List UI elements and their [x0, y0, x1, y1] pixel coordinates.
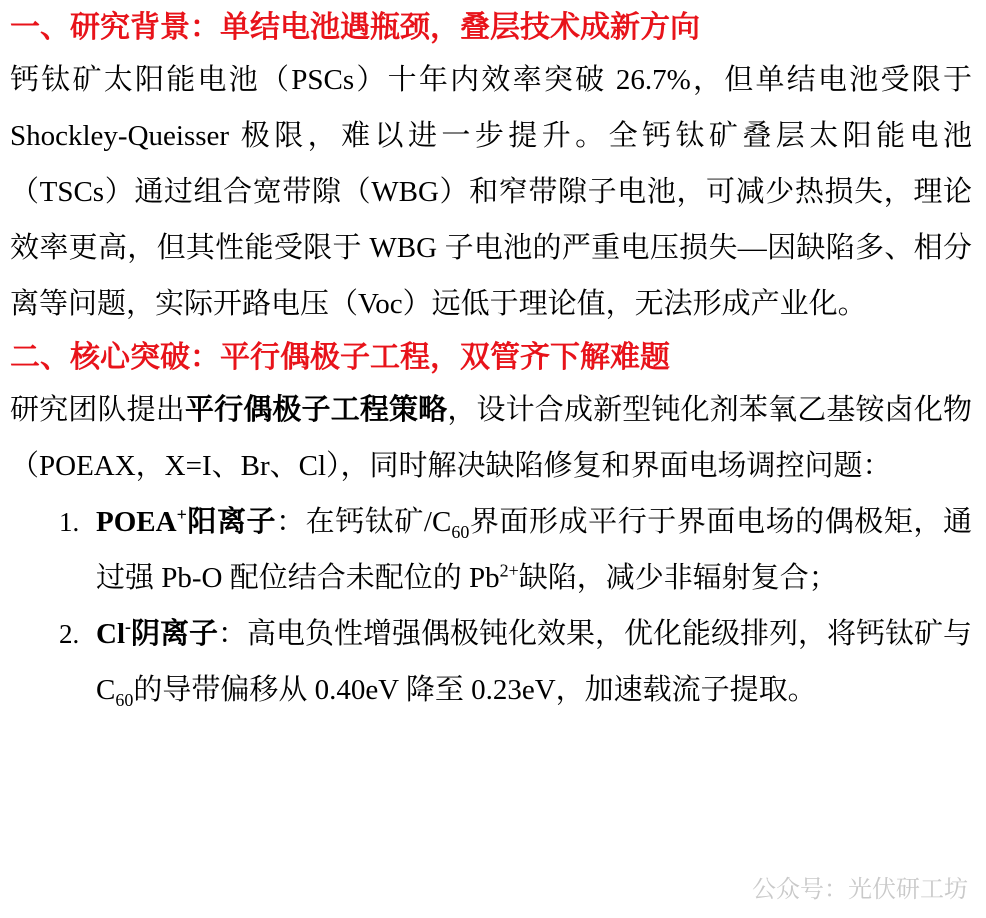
section-paragraph-1: 钙钛矿太阳能电池（PSCs）十年内效率突破 26.7%，但单结电池受限于 Shockley-Queisser 极限，难以进一步提升。全钙钛矿叠层太阳能电池（TSCs）通过组合宽带隙（WBG）和窄带隙子电池，可减少热损失，理论效率更高，但其性能受限于 WBG 子电池的严重电压损失—因缺陷多、相分离等问题，实际开路电压（Voc）远低于理论值，无法形成产业化。	[10, 64, 972, 320]
paragraph-2-part2: ，设计合成新型钝化剂苯氧乙基铵卤化物（POEAX，X=I、Br、Cl），同时解决缺陷修复和界面电场调控问题：	[10, 394, 972, 482]
mechanism-list	[10, 494, 972, 718]
list-item	[86, 494, 972, 606]
list-item	[86, 606, 972, 718]
list-item-2-term-superscript: -	[125, 616, 131, 637]
list-item-2-text-part2: 的导带偏移从 0.40eV 降至 0.23eV，加速载流子提取。	[133, 674, 817, 706]
paragraph-2-part1: 研究团队提出	[10, 394, 185, 426]
list-item-1-text-part3: 缺陷，减少非辐射复合；	[518, 562, 838, 594]
paragraph-2-bold: 平行偶极子工程策略	[184, 394, 448, 426]
list-item-1-subscript-1: 60	[451, 521, 470, 542]
list-item-2-term: Cl	[96, 618, 125, 650]
list-item-1-term: POEA	[96, 506, 177, 538]
list-item-1-term-suffix: 阳离子	[186, 506, 277, 538]
watermark: 公众号：光伏研工坊	[752, 876, 968, 903]
section-paragraph-2	[10, 382, 972, 494]
list-item-2-subscript-1: 60	[115, 689, 134, 710]
list-item-2-term-suffix: 阴离子	[130, 618, 218, 650]
list-item-1-term-superscript: +	[176, 504, 187, 525]
list-item-1-text-part2: 界面形成平行于界面电场的偶极矩，通过强 Pb-O 配位结合未配位的 Pb	[96, 506, 972, 594]
list-item-2-text-part1: ：高电负性增强偶极钝化效果，优化能级排列，将钙钛矿与 C	[96, 618, 973, 706]
list-item-1-text-part1: ：在钙钛矿/C	[276, 506, 452, 538]
section-heading-1: 一、研究背景：单结电池遇瓶颈，叠层技术成新方向	[10, 11, 700, 44]
list-item-1-superscript-2: 2+	[499, 560, 519, 581]
section-heading-2: 二、核心突破：平行偶极子工程，双管齐下解难题	[10, 341, 670, 374]
